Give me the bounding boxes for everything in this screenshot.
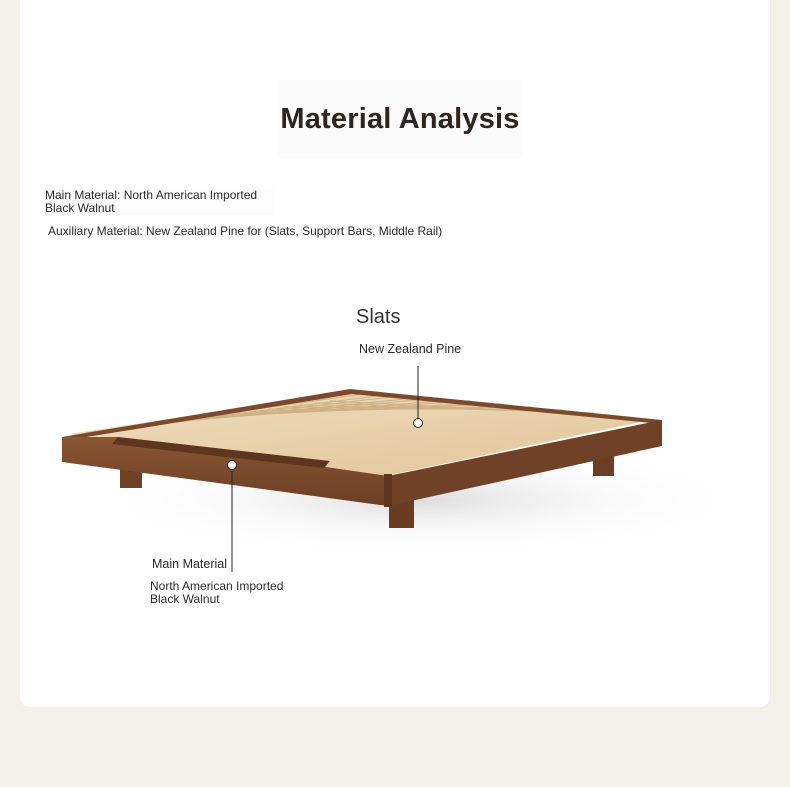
- slats-callout-material: New Zealand Pine: [359, 342, 462, 356]
- corner-post: [384, 474, 392, 507]
- main-callout-title: Main Material: [152, 557, 228, 571]
- main-material-spec: Main Material: North American Imported Black Walnut: [45, 189, 275, 215]
- page-title: Material Analysis: [280, 102, 520, 135]
- main-callout-dot: [228, 461, 237, 470]
- main-callout-material: North American Imported Black Walnut: [150, 579, 284, 606]
- slats-callout-title: Slats: [356, 306, 401, 328]
- auxiliary-material-spec: Auxiliary Material: New Zealand Pine for (Slats, Support Bars, Middle Rail): [48, 224, 443, 238]
- slats-callout-dot: [414, 419, 423, 428]
